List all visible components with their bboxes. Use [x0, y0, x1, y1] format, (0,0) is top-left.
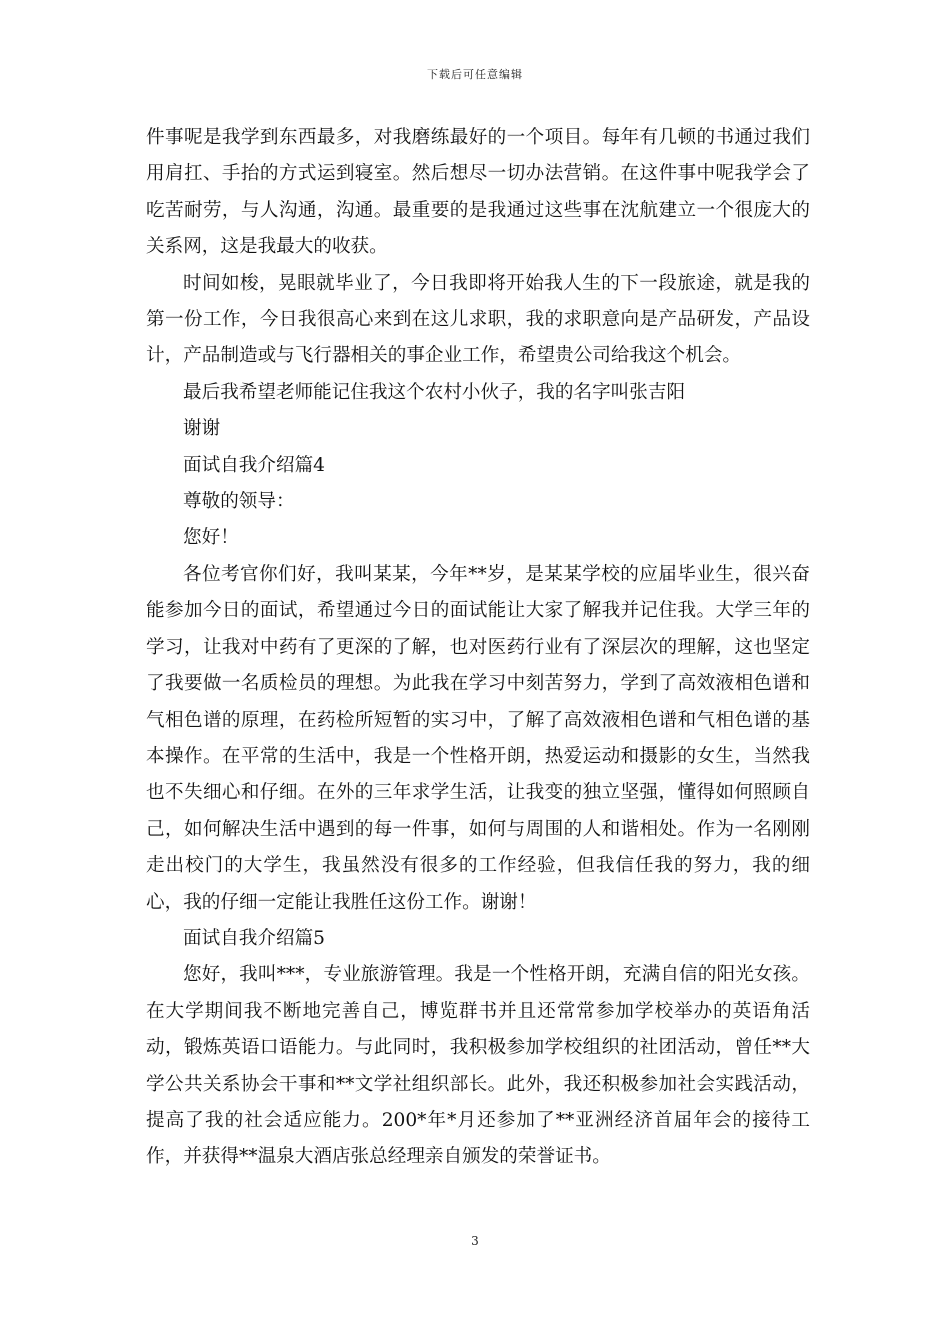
- page-number: 3: [471, 1234, 479, 1248]
- document-body: [146, 120, 810, 1176]
- paragraph-8: 各位考官你们好，我叫某某，今年**岁，是某某学校的应届毕业生，很兴奋能参加今日的面试，希望通过今日的面试能让大家了解我并记住我。大学三年的学习，让我对中药有了更深的了解，也对医药行业有了深层次的理解，这也坚定了我要做一名质检员的理想。为此我在学习中刻苦努力，学到了高效液相色谱和气相色谱的原理，在药检所短暂的实习中，了解了高效液相色谱和气相色谱的基本操作。在平常的生活中，我是一个性格开朗，热爱运动和摄影的女生，当然我也不失细心和仔细。在外的三年求学生活，让我变的独立坚强，懂得如何照顾自己，如何解决生活中遇到的每一件事，如何与周围的人和谐相处。作为一名刚刚走出校门的大学生，我虽然没有很多的工作经验，但我信任我的努力，我的细心，我的仔细一定能让我胜任这份工作。谢谢！: [146, 563, 810, 913]
- section-heading-5: 面试自我介绍篇5: [183, 927, 325, 949]
- paragraph-1: 件事呢是我学到东西最多，对我磨练最好的一个项目。每年有几顿的书通过我们用肩扛、手抬的方式运到寝室。然后想尽一切办法营销。在这件事中呢我学会了吃苦耐劳，与人沟通，沟通。最重要的是我通过这些事在沈航建立一个很庞大的关系网，这是我最大的收获。: [146, 127, 810, 258]
- greeting: 您好！: [183, 527, 239, 549]
- section-heading-4: 面试自我介绍篇4: [183, 454, 325, 476]
- paragraph-3: 最后我希望老师能记住我这个农村小伙子，我的名字叫张吉阳: [183, 381, 686, 403]
- page-header: 下载后可任意编辑: [427, 68, 523, 81]
- paragraph-10: 您好，我叫***，专业旅游管理。我是一个性格开朗，充满自信的阳光女孩。在大学期间我不断地完善自己，博览群书并且还常常参加学校举办的英语角活动，锻炼英语口语能力。与此同时，我积极参加学校组织的社团活动，曾任**大学公共关系协会干事和**文学社组织部长。此外，我还积极参加社会实践活动，提高了我的社会适应能力。200*年*月还参加了**亚洲经济首届年会的接待工作，并获得**温泉大酒店张总经理亲自颁发的荣誉证书。: [146, 964, 810, 1168]
- paragraph-4: 谢谢: [183, 418, 221, 440]
- paragraph-2: 时间如梭，晃眼就毕业了，今日我即将开始我人生的下一段旅途，就是我的第一份工作，今日我很高心来到在这儿求职，我的求职意向是产品研发，产品设计，产品制造或与飞行器相关的事企业工作，希望贵公司给我这个机会。: [146, 272, 810, 367]
- salutation: 尊敬的领导：: [183, 491, 295, 513]
